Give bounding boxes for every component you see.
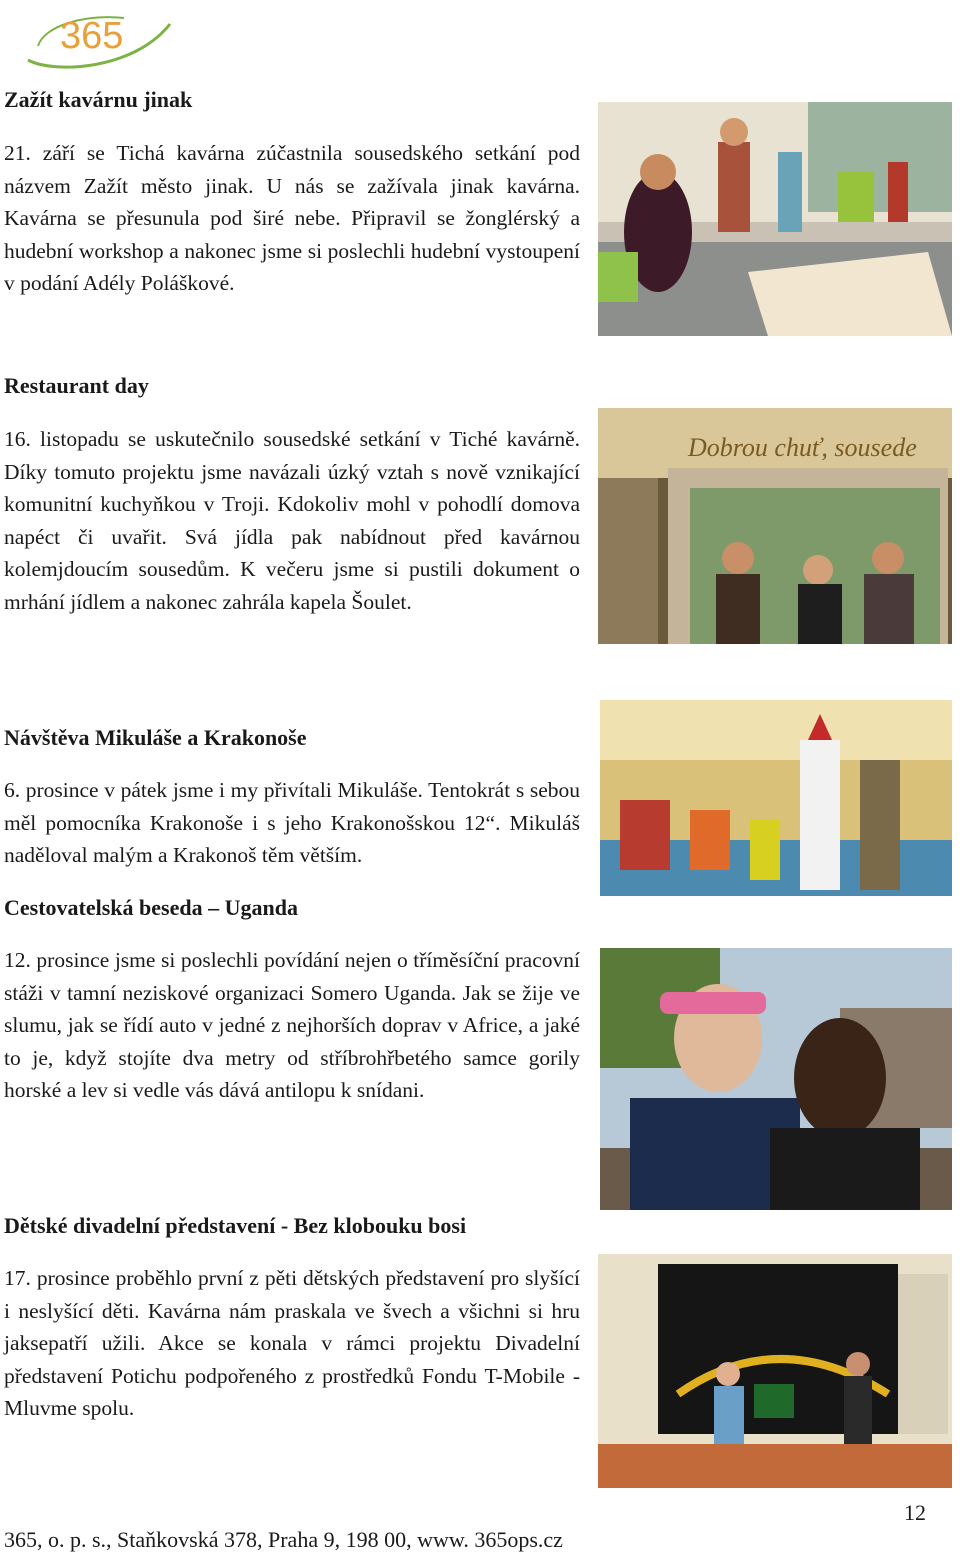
section-heading-restaurant-day: Restaurant day <box>4 373 149 398</box>
page-number: 12 <box>904 1500 926 1525</box>
photo-mikulas-visit <box>600 700 952 896</box>
section-heading-uganda: Cestovatelská beseda – Uganda <box>4 895 298 920</box>
section-text-divadlo: 17. prosince proběhlo první z pěti dětských představení pro slyšící i neslyšící děti. Kavárna nám praskala ve švech a všichni si hru jaksepatří užili. Akce se konala v rámci projektu Divadelní představení Potichu podpořeného z prostředků Fondu T-Mobile - Mluvme spolu. <box>4 1266 580 1420</box>
section-heading-zazit-kavarnu: Zažít kavárnu jinak <box>4 87 193 112</box>
photo-sign-text: Dobrou chuť, sousede <box>688 433 917 462</box>
photo-uganda-talk <box>600 948 952 1210</box>
logo-text: 365 <box>60 15 124 57</box>
photo-theatre-performance <box>598 1254 952 1488</box>
section-text-zazit-kavarnu: 21. září se Tichá kavárna zúčastnila sousedského setkání pod názvem Zažít město jinak. U nás se zažívala jinak kavárna. Kavárna se přesunula pod širé nebe. Připravil se žonglérský a hudební workshop a nakonec jsme si poslechli hudební vystoupení v podání Adély Poláškové. <box>4 141 580 295</box>
section-text-mikulas: 6. prosince v pátek jsme i my přivítali Mikuláše. Tentokrát s sebou měl pomocníka Krakonoše i s jeho Krakonošskou 12“. Mikuláš naděloval malým a Krakonoš těm větším. <box>4 778 580 867</box>
section-text-uganda: 12. prosince jsme si poslechli povídání nejen o tříměsíční pracovní stáži v tamní neziskové organizaci Somero Uganda. Jak se žije ve slumu, jak se řídí auto v jedné z nejhorších doprav v Africe, a jaké to je, když stojíte dva metry od stříbrohřbetého samce gorily horské a lev si vedle vás dává antilopu k snídani. <box>4 948 580 1102</box>
photo-restaurant-day <box>598 408 952 644</box>
photo-music-workshop <box>598 102 952 336</box>
section-heading-mikulas: Návštěva Mikuláše a Krakonoše <box>4 725 307 750</box>
footer-address: 365, o. p. s., Staňkovská 378, Praha 9, 198 00, www. 365ops.cz <box>4 1527 563 1552</box>
section-heading-divadlo: Dětské divadelní představení - Bez klobouku bosi <box>4 1213 467 1238</box>
company-logo <box>24 6 174 72</box>
section-text-restaurant-day: 16. listopadu se uskutečnilo sousedské setkání v Tiché kavárně. Díky tomuto projektu jsme navázali úzký vztah s nově vznikající komunitní kuchyňkou v Troji. Kdokoliv mohl v pohodlí domova napéct či uvařit. Svá jídla pak nabídnout před kavárnou kolemjdoucím sousedům. K večeru jsme si pustili dokument o mrhání jídlem a nakonec zahrála kapela Šoulet. <box>4 427 580 614</box>
